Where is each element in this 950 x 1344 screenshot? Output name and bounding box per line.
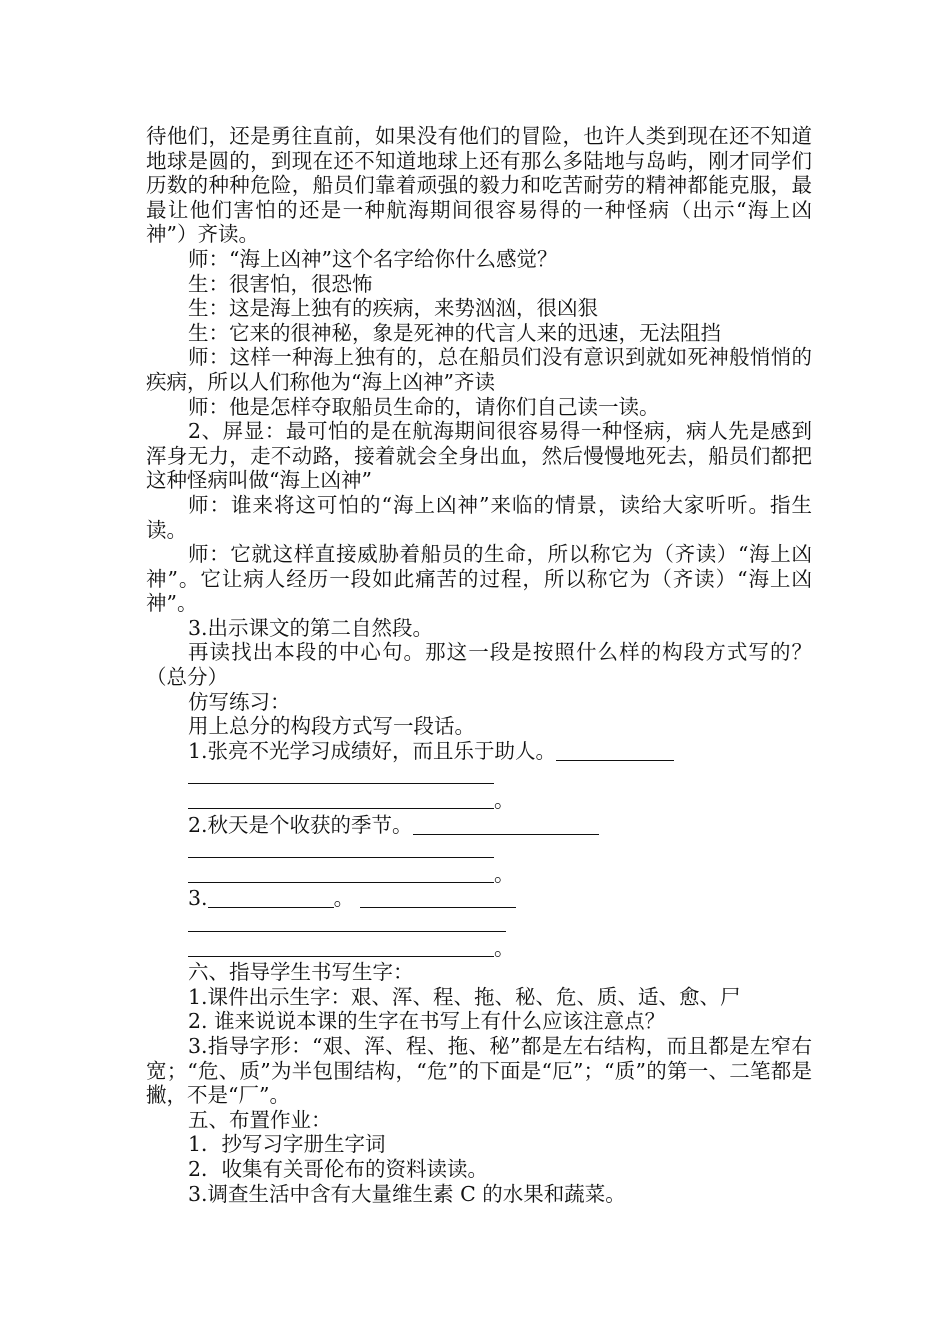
step-3-heading: 3.出示课文的第二自然段。 bbox=[188, 615, 434, 640]
exercise-3-line bbox=[146, 886, 812, 911]
teacher-read-aloud: 师：谁来将这可怕的“海上凶神”来临的情景，读给大家听听。指生读。 bbox=[146, 492, 812, 542]
exercise-2-line bbox=[146, 813, 812, 838]
homework-item-1: 1．抄写习字册生字词 bbox=[188, 1132, 386, 1157]
answer-blank[interactable] bbox=[188, 763, 494, 784]
section-6-heading: 六、指导学生书写生字： bbox=[188, 960, 414, 985]
exercise-1-line bbox=[146, 739, 812, 764]
exercise-1-answer-line-1 bbox=[146, 763, 812, 788]
answer-blank[interactable] bbox=[188, 911, 506, 932]
student-answer-3: 生：它来的很神秘，象是死神的代言人来的迅速，无法阻挡 bbox=[188, 320, 721, 345]
exercise-2-prompt: 2.秋天是个收获的季节。 bbox=[188, 812, 413, 837]
exercise-1-prompt: 1.张亮不光学习成绩好，而且乐于助人。 bbox=[188, 738, 557, 763]
period-mark: 。 bbox=[494, 788, 515, 813]
teacher-summary: 师：这样一种海上独有的，总在船员们没有意识到就如死神般悄悄的疾病，所以人们称他为“海上凶神”齐读 bbox=[146, 345, 812, 394]
exercise-3-blank-2[interactable] bbox=[360, 887, 516, 908]
exercise-3-answer-line-1 bbox=[146, 911, 812, 936]
central-sentence-question: 再读找出本段的中心句。那这一段是按照什么样的构段方式写的？（总分） bbox=[146, 640, 812, 690]
imitation-exercise-heading: 仿写练习： bbox=[188, 689, 291, 714]
period-mark: 。 bbox=[494, 861, 515, 886]
section-6-item-2: 2. 谁来说说本课的生字在书写上有什么应该注意点？ bbox=[188, 1009, 666, 1034]
homework-item-3: 3.调查生活中含有大量维生素 C 的水果和蔬菜。 bbox=[188, 1181, 626, 1206]
student-answer-1: 生：很害怕，很恐怖 bbox=[188, 271, 373, 296]
exercise-2-answer-line-2 bbox=[146, 862, 812, 887]
teacher-instruction: 师：他是怎样夺取船员生命的，请你们自己读一读。 bbox=[188, 394, 660, 419]
exercise-3-answer-line-2 bbox=[146, 936, 812, 961]
student-answer-2: 生：这是海上独有的疾病，来势汹汹，很凶狠 bbox=[188, 296, 598, 321]
answer-blank[interactable] bbox=[188, 788, 494, 809]
screen-display-text: 2、屏显：最可怕的是在航海期间很容易得一种怪病，病人先是感到浑身无力，走不动路，接着就会全身出血，然后慢慢地死去，船员们都把这种怪病叫做“海上凶神” bbox=[146, 419, 812, 493]
answer-blank[interactable] bbox=[188, 862, 494, 883]
exercise-3-prompt: 3. bbox=[188, 886, 208, 911]
answer-blank[interactable] bbox=[188, 936, 494, 957]
section-5-heading: 五、布置作业： bbox=[188, 1107, 332, 1132]
imitation-exercise-instruction: 用上总分的构段方式写一段话。 bbox=[188, 714, 475, 739]
answer-blank[interactable] bbox=[188, 837, 494, 858]
teacher-explanation: 师：它就这样直接威胁着船员的生命，所以称它为（齐读）“海上凶神”。它让病人经历一段如此痛苦的过程，所以称它为（齐读）“海上凶神”。 bbox=[146, 542, 812, 616]
exercise-2-blank[interactable] bbox=[413, 814, 599, 835]
paragraph-intro: 待他们，还是勇往直前，如果没有他们的冒险，也许人类到现在还不知道地球是圆的，到现在还不知道地球上还有那么多陆地与岛屿，刚才同学们历数的种种危险，船员们靠着顽强的毅力和吃苦耐劳的精神都能克服，最最让他们害怕的还是一种航海期间很容易得的一种怪病（出示“海上凶神”）齐读。 bbox=[146, 124, 812, 247]
section-6-item-3: 3.指导字形：“艰、浑、程、拖、秘”都是左右结构，而且都是左窄右宽；“危、质”为半包围结构，“危”的下面是“厄”；“质”的第一、二笔都是撇，不是“厂”。 bbox=[146, 1033, 812, 1108]
exercise-2-answer-line-1 bbox=[146, 837, 812, 862]
exercise-3-blank-1[interactable] bbox=[208, 887, 334, 908]
period-mark: 。 bbox=[494, 935, 515, 960]
exercise-1-blank[interactable] bbox=[556, 740, 674, 761]
period-mark: 。 bbox=[333, 886, 355, 911]
section-6-item-1: 1.课件出示生字：艰、浑、程、拖、秘、危、质、适、愈、尸 bbox=[188, 984, 741, 1009]
teacher-question: 师：“海上凶神”这个名字给你什么感觉？ bbox=[188, 246, 558, 271]
homework-item-2: 2．收集有关哥伦布的资料读读。 bbox=[188, 1156, 489, 1181]
exercise-1-answer-line-2 bbox=[146, 788, 812, 813]
document-body bbox=[146, 124, 812, 1206]
